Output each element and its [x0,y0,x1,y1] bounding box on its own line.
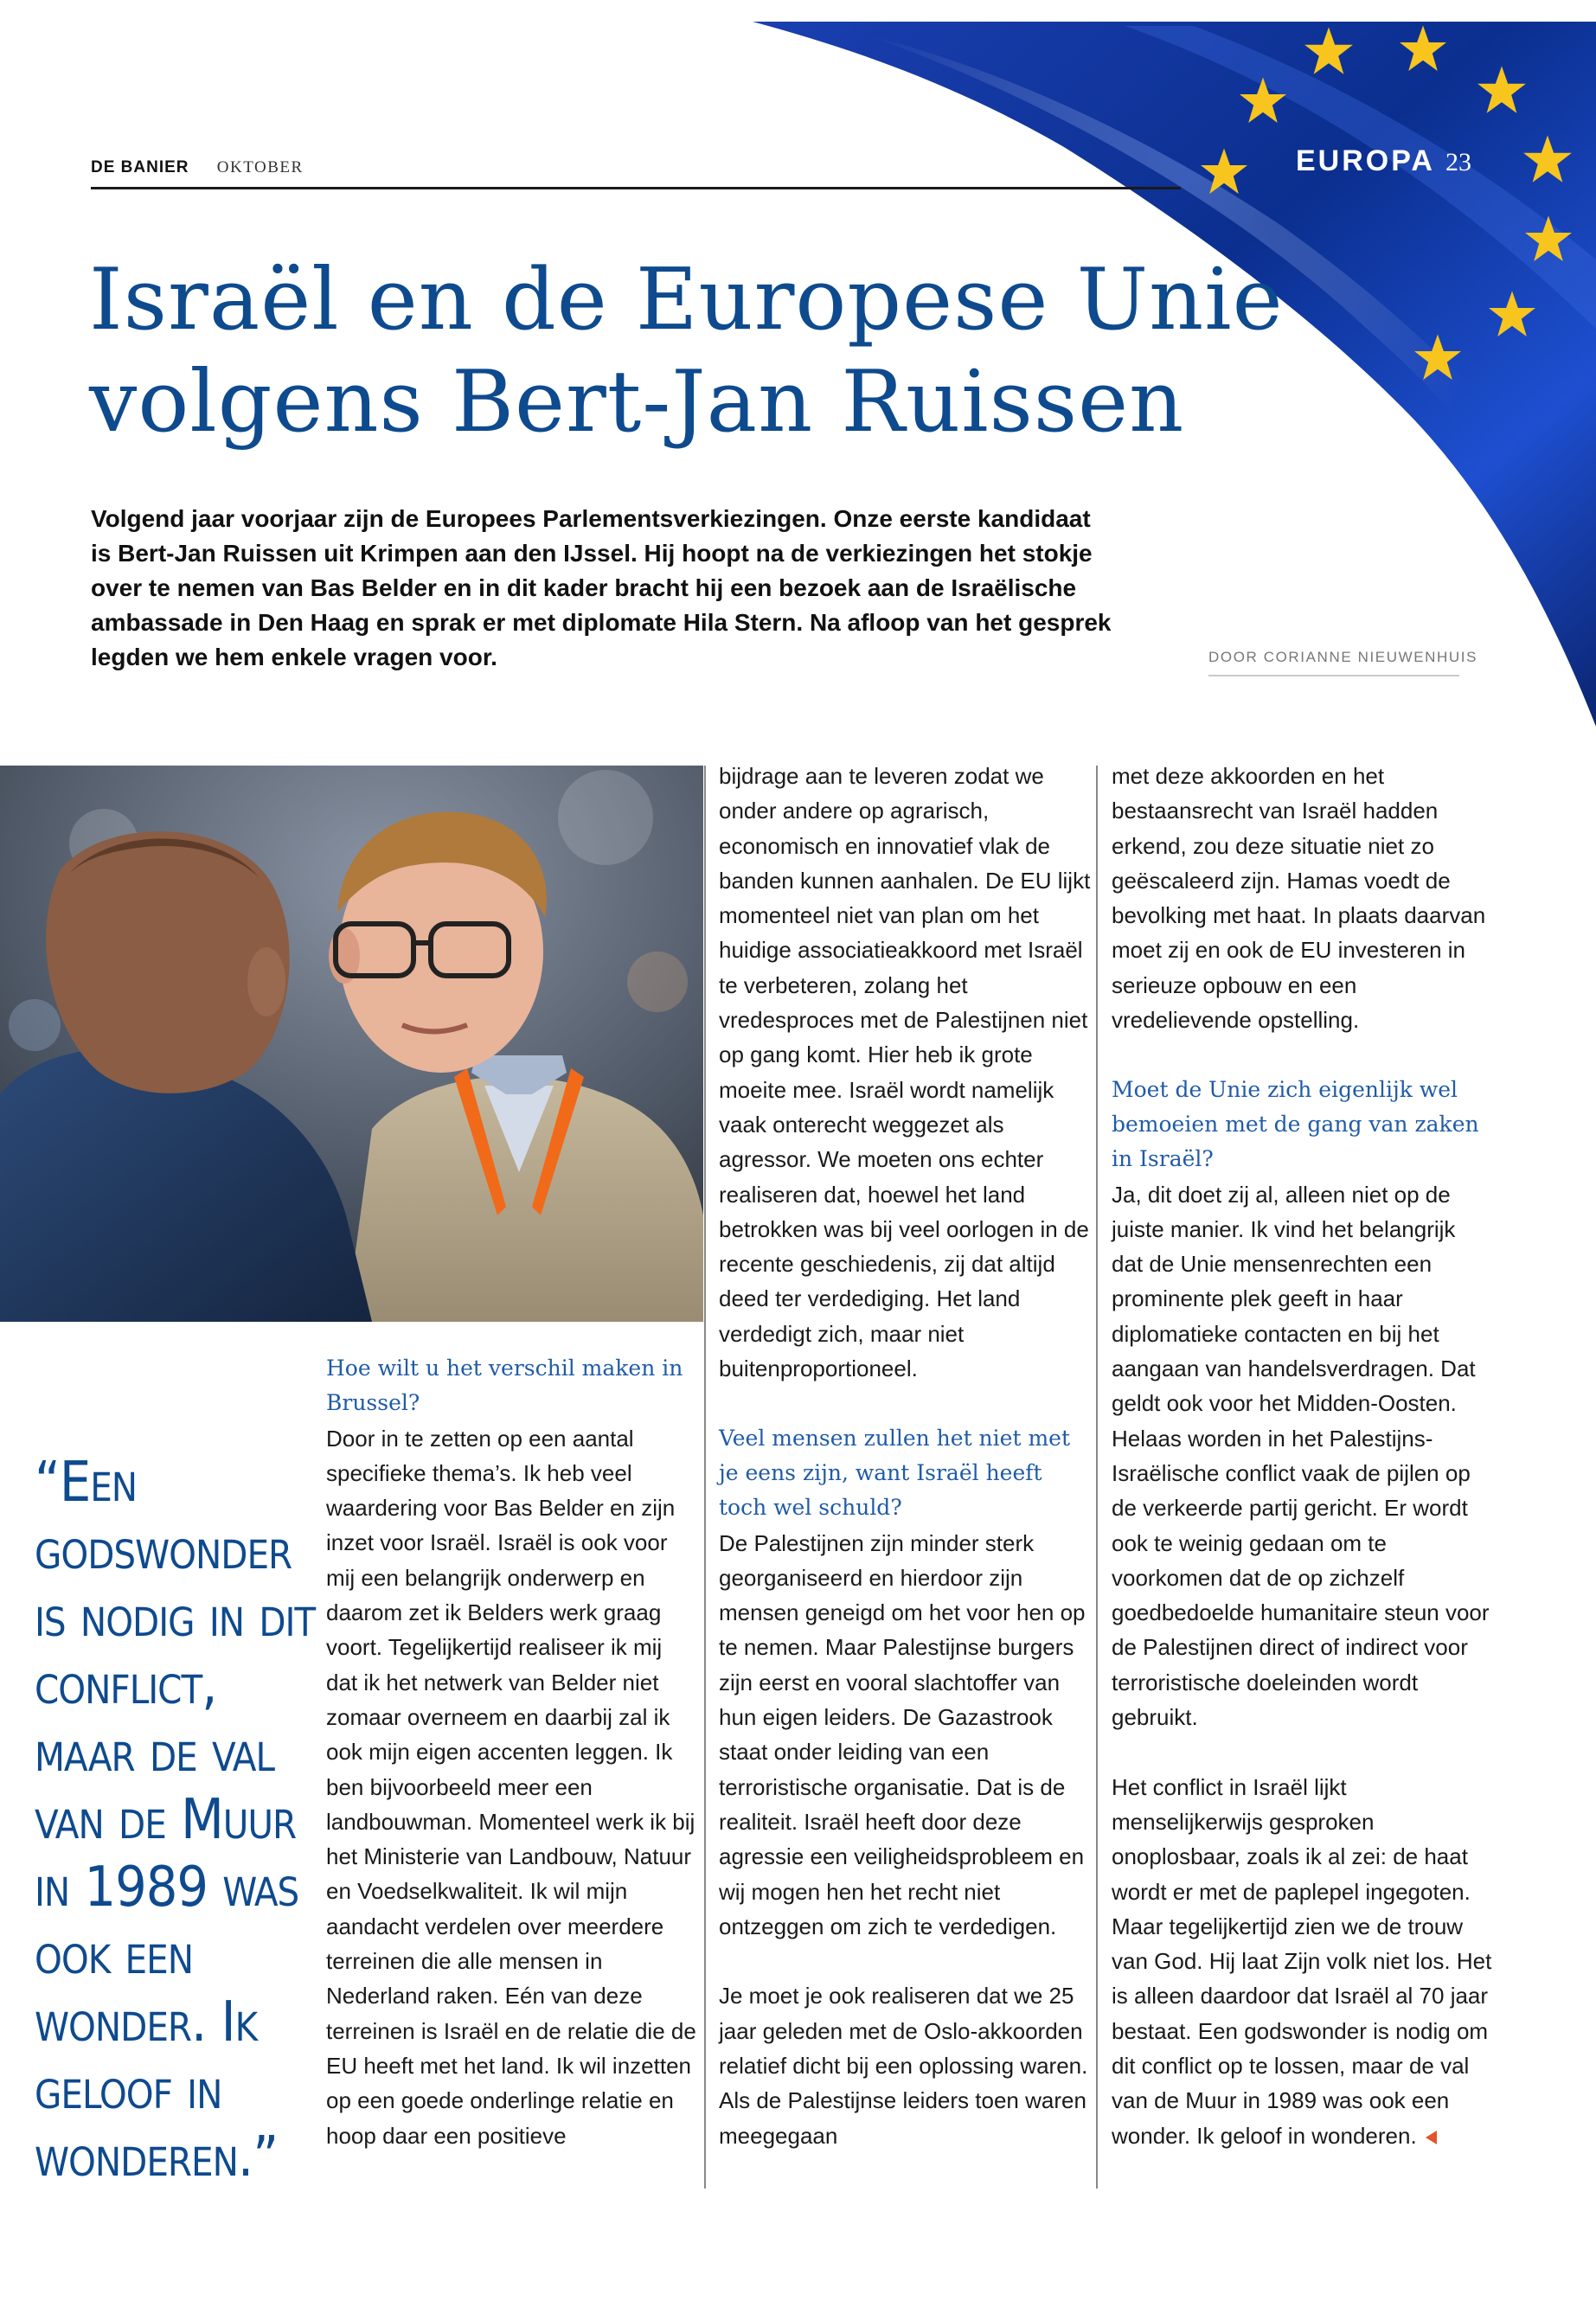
page-number: 23 [1445,148,1471,176]
article-photo [0,766,703,1322]
title-line-1: Israël en de Europese Unie [89,251,1284,349]
interview-answer-3b: Het conflict in Israël lijkt menselijkerwijs gesproken onoplosbaar, zoals ik al zei: de haat wordt er met de paplepel ingegoten. Maar tegelijkertijd zien we de trouw van God. Hij laat Zijn volk niet los. Het is alleen daardoor dat Israël al 70 jaar bestaat. Een godswonder is nodig om dit conflict op te lossen, maar de val van de Muur in 1989 was ook een wonder. Ik geloof in wonderen. [1112,1773,1492,2149]
section-name: EUROPA [1296,144,1435,177]
article-column-2 [719,759,1091,2153]
interview-question-1: Hoe wilt u het verschil maken in Brussel? [326,1356,683,1416]
byline: DOOR CORIANNE NIEUWENHUIS [1208,649,1478,665]
title-line-2: volgens Bert-Jan Ruissen [89,353,1185,452]
interview-answer-1-continued: bijdrage aan te leveren zodat we onder andere op agrarisch, economisch en innovatief vlak de banden kunnen aanhalen. De EU lijkt momenteel niet van plan om het huidige associatieakkoord met Israël te verbeteren, zolang het vredesproces met de Palestijnen niet op gang komt. Hier heb ik grote moeite mee. Israël wordt namelijk vaak onterecht weggezet als agressor. We moeten ons echter realiseren dat, hoewel het land betrokken was bij veel oorlogen in de recente geschiedenis, zij dat altijd deed ter verdediging. Het land verdedigt zich, maar niet buitenproportioneel. [719,763,1091,1382]
article-column-1 [326,1351,698,2153]
end-of-article-icon [1426,2131,1437,2144]
interview-answer-1: Door in te zetten op een aantal specifieke thema’s. Ik heb veel waardering voor Bas Belder en zijn inzet voor Israël. Israël is ook voor mij een belangrijk onderwerp en daarom zet ik Belders werk graag voort. Tegelijkertijd realiseer ik mij dat ik het netwerk van Belder niet zomaar overneem en daarbij zal ik ook mijn eigen accenten leggen. Ik ben bijvoorbeeld meer een landbouwman. Momenteel werk ik bij het Ministerie van Landbouw, Natuur en Voedselkwaliteit. Ik wil mijn aandacht verdelen over meerdere terreinen die alle mensen in Nederland raken. Eén van deze terreinen is Israël en de relatie die de EU heeft met het land. Ik wil inzetten op een goede onderlinge relatie en hoop daar een positieve [326,1425,696,2149]
interview-answer-3: Ja, dit doet zij al, alleen niet op de juiste manier. Ik vind het belangrijk dat de Unie mensenrechten een prominente plek geeft in haar diplomatieke contacten en bij het aangaan van handelsverdragen. Dat geldt ook voor het Midden-Oosten. Helaas worden in het Palestijns-Israëlische conflict vaak de pijlen op de verkeerde partij gericht. Er wordt ook te weinig gedaan om te voorkomen dat de op zichzelf goedbedoelde humanitaire steun voor de Palestijnen direct of indirect voor terroristische doeleinden wordt gebruikt. [1112,1181,1490,1731]
interview-question-2: Veel mensen zullen het niet met je eens zijn, want Israël heeft toch wel schuld? [719,1425,1070,1521]
interview-answer-2: De Palestijnen zijn minder sterk georganiseerd en hierdoor zijn mensen geneigd om het voor hen op te nemen. Maar Palestijnse burgers zijn eerst en vooral slachtoffer van hun eigen leiders. De Gazastrook staat onder leiding van een terroristische organisatie. Dat is de realiteit. Israël heeft door deze agressie een veiligheidsprobleem en wij mogen hen het recht niet ontzeggen om zich te verdedigen. [719,1529,1086,1939]
section-header [1296,144,1471,178]
article-title [89,249,1300,453]
column-divider-1 [704,766,706,2189]
interview-question-3: Moet de Unie zich eigenlijk wel bemoeien met de gang van zaken in Israël? [1112,1076,1479,1172]
header-rule [91,187,1181,189]
byline-rule [1208,675,1459,676]
interview-answer-2b: Je moet je ook realiseren dat we 25 jaar geleden met de Oslo-akkoorden relatief dicht bij een oplossing waren. Als de Palestijnse leiders toen waren meegegaan [719,1983,1088,2149]
interview-answer-2b-continued: met deze akkoorden en het bestaansrecht van Israël hadden erkend, zou deze situatie niet zo geëscaleerd zijn. Hamas voedt de bevolking met haat. In plaats daarvan moet zij en ook de EU investeren in serieuze opbouw en een vredelievende opstelling. [1112,763,1486,1034]
article-lead: Volgend jaar voorjaar zijn de Europees Parlementsverkiezingen. Onze eerste kandidaat is Bert-Jan Ruissen uit Krimpen aan den IJssel. Hij hoopt na de verkiezingen het stokje over te nemen van Bas Belder en in dit kader bracht hij een bezoek aan de Israëlische ambassade in Den Haag en sprak er met diplomate Hila Stern. Na afloop van het gesprek legden we hem enkele vragen voor. [91,505,1112,670]
publication-name: DE BANIER [91,158,189,176]
column-divider-2 [1096,766,1098,2189]
masthead [91,158,304,177]
article-column-3 [1112,759,1492,2153]
pull-quote: “Een godswonder is nodig in dit conflict, maar de val van de Muur in 1989 was ook een wonder. Ik geloof in wonderen.” [35,1451,316,2189]
issue-month: OKTOBER [216,158,304,176]
